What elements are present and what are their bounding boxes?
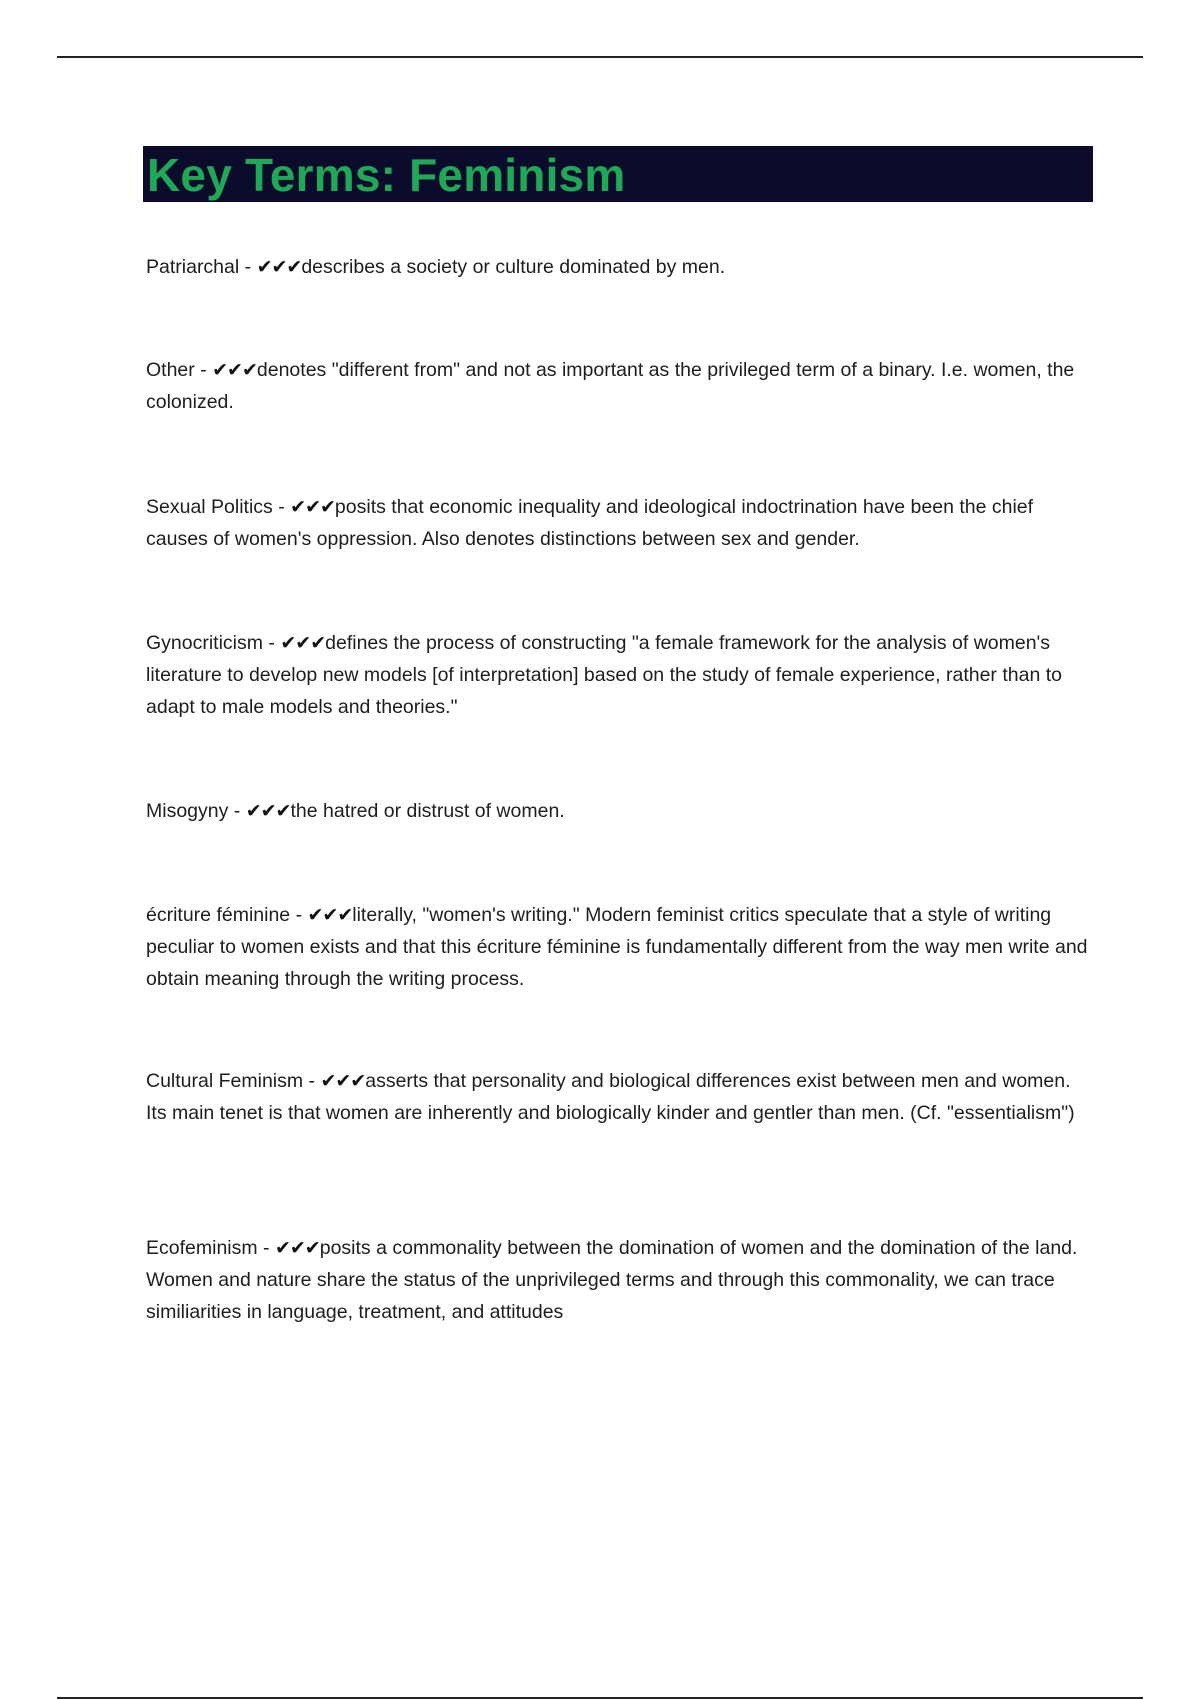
term-entry-gynocriticism [146,627,1094,723]
check-marks-icon: ✔✔✔ [290,496,335,518]
check-marks-icon: ✔✔✔ [212,359,257,381]
term-separator: - [272,496,291,518]
term-definition: defines the process of constructing "a female framework for the analysis of women's literature to develop new models [of interpretation] based on the study of female experience, rather than to adapt to male models and theories." [146,632,1062,718]
term-definition: literally, "women's writing." Modern feminist critics speculate that a style of writing peculiar to women exists and that this écriture féminine is fundamentally different from the way men write and obtain meaning through the writing process. [146,904,1088,990]
term-name: écriture féminine [146,904,291,926]
term-entry-cultural-feminism [146,1065,1094,1129]
term-separator: - [239,256,257,278]
term-separator: - [263,632,281,654]
check-marks-icon: ✔✔✔ [256,256,302,278]
term-definition: asserts that personality and biological differences exist between men and women. Its main tenet is that women are inherently and biologically kinder and gentler than men. (Cf. "essentialism") [146,1070,1075,1124]
term-entry-other [146,354,1094,418]
top-divider [57,56,1143,58]
term-definition: the hatred or distrust of women. [290,800,565,822]
check-marks-icon: ✔✔✔ [280,632,326,654]
term-name: Misogyny [146,800,229,822]
term-definition: describes a society or culture dominated by men. [301,256,726,278]
term-separator: - [257,1237,275,1259]
term-name: Other [146,359,195,381]
term-definition: denotes "different from" and not as important as the privileged term of a binary. I.e. women, the colonized. [146,359,1075,413]
term-separator: - [303,1070,321,1092]
term-entry-sexual-politics [146,491,1094,555]
term-definition: posits a commonality between the domination of women and the domination of the land. Women and nature share the status of the unprivileged terms and through this commonality, we can trace similiarities in language, treatment, and attitudes [146,1237,1078,1323]
term-definition: posits that economic inequality and ideological indoctrination have been the chief causes of women's oppression. Also denotes distinctions between sex and gender. [146,496,1034,550]
term-name: Cultural Feminism [146,1070,304,1092]
term-name: Gynocriticism [146,632,264,654]
term-entry-patriarchal [146,251,1094,283]
page-title: Key Terms: Feminism [147,149,626,201]
term-name: Ecofeminism [146,1237,258,1259]
term-entry-misogyny [146,795,1094,827]
term-separator: - [194,359,213,381]
term-name: Patriarchal [146,256,240,278]
check-marks-icon: ✔✔✔ [245,800,291,822]
term-separator: - [290,904,308,926]
check-marks-icon: ✔✔✔ [307,904,353,926]
title-banner [143,146,1093,202]
check-marks-icon: ✔✔✔ [274,1237,320,1259]
term-separator: - [228,800,246,822]
bottom-divider [57,1697,1143,1699]
term-entry-ecofeminism [146,1232,1094,1328]
term-name: Sexual Politics [146,496,273,518]
check-marks-icon: ✔✔✔ [320,1070,366,1092]
term-entry-ecriture-feminine [146,899,1094,995]
